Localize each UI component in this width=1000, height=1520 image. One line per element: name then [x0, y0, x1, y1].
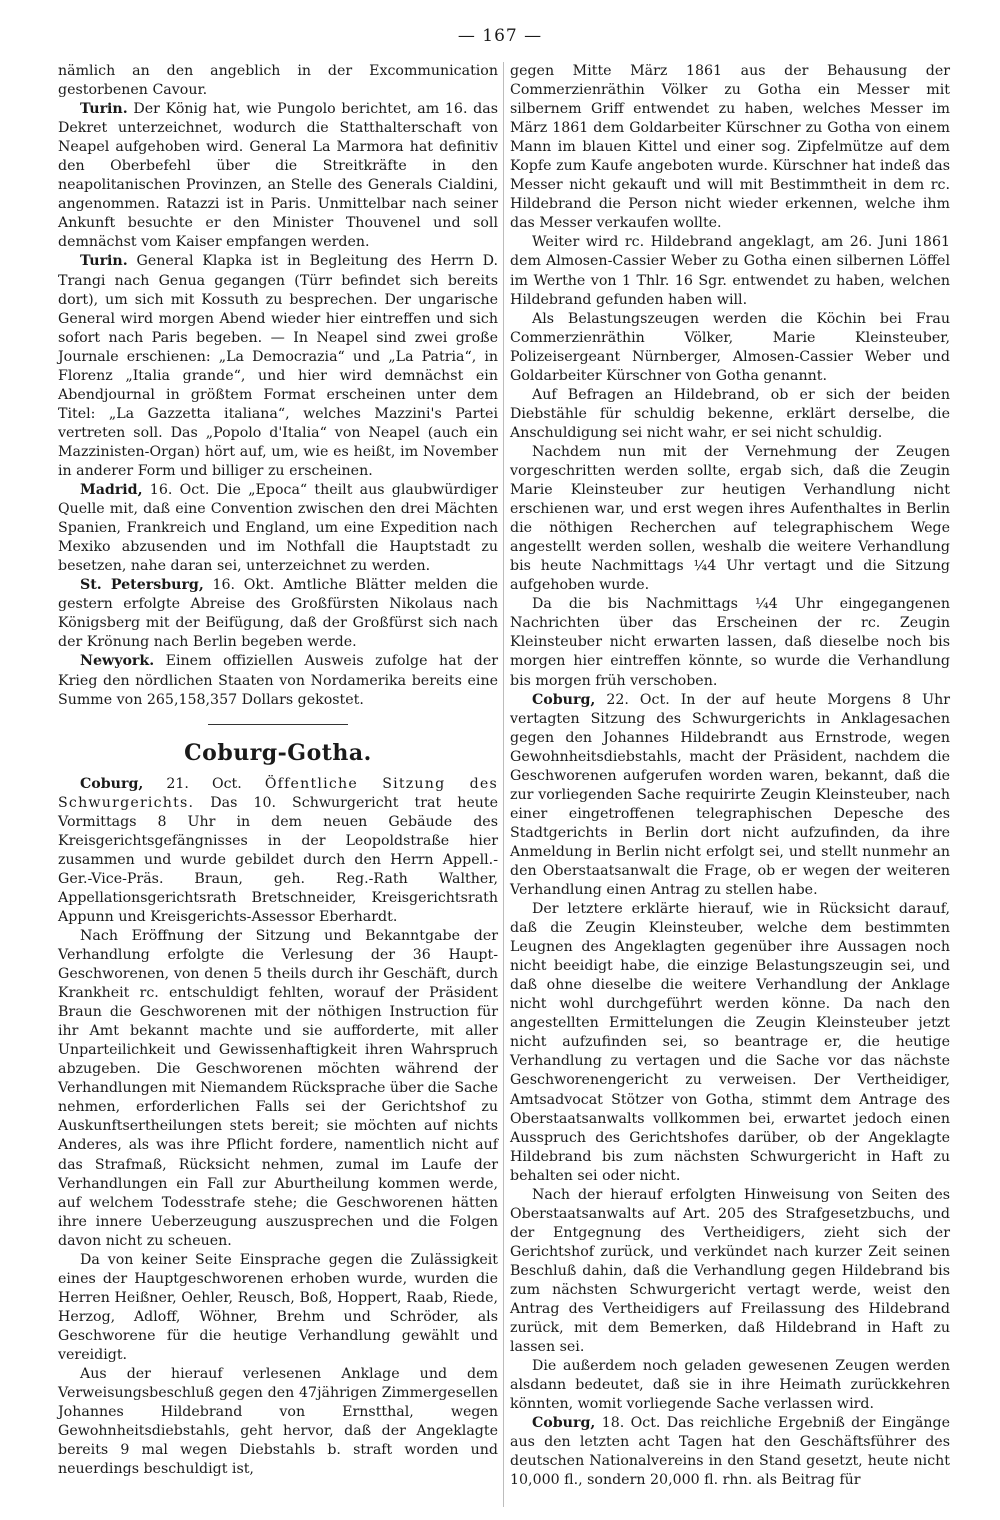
dateline: Coburg,: [532, 1415, 596, 1432]
date-text: 21. Oct.: [166, 775, 242, 792]
dateline: Coburg,: [532, 691, 596, 708]
paragraph: Die außerdem noch geladen gewesenen Zeugen werden alsdann bedeutet, daß sie in ihre Heimath zurückkehren könnten, womit vorliegende Sache verlassen wird.: [510, 1358, 950, 1413]
paragraph-text: General Klapka ist in Begleitung des Herrn D. Trangi nach Genua gegangen (Türr befindet sich bereits dort), um sich mit Kossuth zu besprechen. Der ungarische General wird morgen Abend wieder hier eintreffen und sich sofort nach Paris begeben. — In Neapel sind zwei große Journale erschienen: „La Democrazia“ und „La Patria“, in Florenz „Italia grande“, und hier wird demnächst ein Abendjournal in größtem Format erscheinen unter dem Titel: „La Gazzetta italiana“, welches Mazzini's Partei vertreten soll. Das „Popolo d'Italia“ von Neapel (auch ein Mazzinisten-Organ) hört auf, um, wie es heißt, im November in anderer Form und billiger zu erscheinen.: [58, 253, 499, 479]
paragraph: [58, 775, 498, 927]
section-divider: [208, 724, 348, 725]
paragraph: Auf Befragen an Hildebrand, ob er sich der beiden Diebstähle für schuldig bekenne, erklärt derselbe, die Anschuldigung sei nicht wahr, er sei nicht schuldig.: [510, 386, 950, 441]
left-column: [58, 62, 498, 1479]
paragraph: Der letztere erklärte hierauf, wie in Rücksicht darauf, daß die Zeugin Kleinsteuber, welche dem bestimmten Leugnen des Angeklagten gegenüber ihre Aussagen noch nicht beeidigt habe, die einzige Belastungszeugin sei, und daß ohne dieselbe die weitere Verhandlung der Anklage nicht wohl durchgeführt werden könne. Da nach den angestellten Ermittelungen die Zeugin Kleinsteuber jetzt nicht aufzufinden sei, so beantrage er, die heutige Verhandlung zu vertagen und die Sache vor das nächste Geschworenengericht zu verweisen. Der Vertheidiger, Amtsadvocat Stötzer von Gotha, stimmt dem Antrage des Oberstaatsanwalts vollkommen bei, erwartet jedoch einen Ausspruch des Gerichtshofes darüber, ob der Angeklagte Hildebrand bis zum nächsten Schwurgericht in Haft zu behalten sei oder nicht.: [510, 901, 950, 1184]
paragraph-text: 16. Oct. Die „Epoca“ theilt aus glaubwürdiger Quelle mit, daß eine Convention zwischen den drei Mächten Spanien, Frankreich und England, um eine Expedition nach Mexiko abzusenden und im Nothfall die Hauptstadt zu besetzen, nahe daran sei, unterzeichnet zu werden.: [58, 482, 498, 575]
right-column: [510, 62, 950, 1491]
spaced-heading: Öffentliche Sitzung des Schwurgerichts.: [58, 775, 498, 811]
paragraph: [58, 252, 498, 481]
paragraph: Nach der hierauf erfolgten Hinweisung von Seiten des Oberstaatsanwalts auf Art. 205 des Strafgesetzbuchs, und der Entgegnung des Vertheidigers, zieht sich der Gerichtshof zurück, und verkündet nach kurzer Zeit seinen Beschluß dahin, daß die Verhandlung gegen Hildebrand bis zum nächsten Schwurgericht vertagt werde, weist den Antrag des Vertheidigers auf Freilassung des Hildebrand zurück, mit dem Bemerken, daß Hildebrand in Haft zu lassen sei.: [510, 1186, 950, 1356]
paragraph: Weiter wird rc. Hildebrand angeklagt, am 26. Juni 1861 dem Almosen-Cassier Weber zu Gotha einen silbernen Löffel im Werthe von 1 Thlr. 16 Sgr. entwendet zu haben, welchen Hildebrand gefunden haben will.: [510, 234, 950, 308]
paragraph: Da die bis Nachmittags ¼4 Uhr eingegangenen Nachrichten über das Erscheinen der rc. Zeugin Kleinsteuber nicht erwarten lassen, daß dieselbe noch bis morgen hier eintreffen könnte, so wurde die Verhandlung bis morgen früh verschoben.: [510, 596, 950, 689]
column-divider: [503, 62, 504, 1507]
paragraph: gegen Mitte März 1861 aus der Behausung der Commerzienräthin Völker zu Gotha ein Messer mit silbernem Griff entwendet zu haben, welches Messer im März 1861 dem Goldarbeiter Kürschner zu Gotha von einem Mann im blauen Kittel und einer sog. Zipfelmütze auf dem Kopfe zum Kaufe angeboten wurde. Kürschner hat indeß das Messer nicht gekauft und will mit Bestimmtheit in dem rc. Hildebrand die Person nicht wieder erkennen, welche ihm das Messer verkaufen wollte.: [510, 63, 950, 232]
paragraph: [58, 576, 498, 652]
paragraph: [58, 481, 498, 576]
paragraph: Da von keiner Seite Einsprache gegen die Zulässigkeit eines der Hauptgeschworenen erhoben wurde, wurden die Herren Heißner, Oehler, Reusch, Boß, Hoppert, Raab, Riede, Herzog, Adloff, Wöhner, Brehm und Schröder, als Geschworene für die heutige Verhandlung gewählt und vereidigt.: [58, 1251, 498, 1363]
page-number: — 167 —: [457, 26, 543, 46]
paragraph: Nachdem nun mit der Vernehmung der Zeugen vorgeschritten werden sollte, ergab sich, daß die Zeugin Marie Kleinsteuber zur heutigen Verhandlung nicht erschienen war, und erst wegen ihres Aufenthaltes in Berlin die nöthigen Recherchen auf telegraphischem Wege angestellt werden sollen, weshalb die weitere Verhandlung bis heute Nachmittags ¼4 Uhr vertagt und die Sitzung aufgehoben wurde.: [510, 443, 950, 594]
paragraph: Als Belastungszeugen werden die Köchin bei Frau Commerzienräthin Völker, Marie Kleinsteuber, Polizeisergeant Nürnberger, Almosen-Cassier Weber und Goldarbeiter Kürschner von Gotha genannt.: [510, 310, 950, 384]
paragraph: [510, 1414, 950, 1490]
paragraph: [58, 100, 498, 252]
dateline: Turin.: [80, 101, 128, 118]
paragraph-text: 16. Okt. Amtliche Blätter melden die gestern erfolgte Abreise des Großfürsten Nikolaus nach Königsberg mit der Beifügung, daß der Großfürst sich nach der Krönung nach Berlin begeben werde.: [58, 577, 498, 651]
dateline: Turin.: [80, 253, 128, 270]
dateline: Newyork.: [80, 653, 155, 670]
dateline: Madrid,: [80, 482, 143, 499]
paragraph: Nach Eröffnung der Sitzung und Bekanntgabe der Verhandlung erfolgte die Verlesung der 36 Haupt-Geschworenen, von denen 5 theils durch ihr Geschäft, durch Krankheit rc. entschuldigt fehlten, worauf der Präsident Braun die Geschworenen mit der nöthigen Instruction für ihr Amt bekannt machte und sie aufforderte, mit aller Unparteilichkeit und Gewissenhaftigkeit ihren Wahrspruch abzugeben. Die Geschworenen möchten während der Verhandlungen mit Niemandem Rücksprache über die Sache nehmen, erforderlichen Falls sei der Gerichtshof zu Auskunftsertheilungen stets bereit; sie möchten auf nichts Anderes, als was ihre Pflicht fordere, namentlich nicht auf das Strafmaß, Rücksicht nehmen, zumal im Laufe der Verhandlungen ein Fall zur Aburtheilung kommen werde, auf welchem Todesstrafe stehe; die Geschworenen hätten ihre innere Ueberzeugung auszusprechen und die Folgen davon nicht zu scheuen.: [58, 927, 498, 1249]
paragraph-text: Der König hat, wie Pungolo berichtet, am 16. das Dekret unterzeichnet, wodurch die Statthalterschaft von Neapel aufgehoben wird. General La Marmora hat definitiv den Oberbefehl über die Streitkräfte in den neapolitanischen Provinzen, an Stelle des Generals Cialdini, angenommen. Ratazzi ist in Paris. Unmittelbar nach seiner Ankunft besuchte er den Minister Thouvenel und soll demnächst vom Kaiser empfangen werden.: [58, 101, 498, 251]
paragraph-text: Einem offiziellen Ausweis zufolge hat der Krieg den nördlichen Staaten von Nordamerika bereits eine Summe von 265,158,357 Dollars gekostet.: [58, 653, 498, 708]
section-title: Coburg-Gotha.: [184, 739, 372, 766]
paragraph-text: 22. Oct. In der auf heute Morgens 8 Uhr vertagten Sitzung des Schwurgerichts in Anklagesachen gegen den Johannes Hildebrandt aus Ernstrode, wegen Gewohnheitsdiebstahls, macht der Präsident, nachdem die Geschworenen aufgerufen worden waren, bekannt, daß die zur vorliegenden Sache requirirte Zeugin Kleinsteuber, nach einer eingetroffenen telegraphischen Depesche des Stadtgerichts in Berlin dort nicht aufzufinden, da ihre Anmeldung in Berlin nicht erfolgt sei, und stellt nunmehr an den Oberstaatsanwalt die Frage, ob er wegen der weiteren Verhandlung einen Antrag zu stellen habe.: [510, 691, 950, 899]
paragraph-text: Das 10. Schwurgericht trat heute Vormittags 8 Uhr in dem neuen Gebäude des Kreisgerichtsgefängnisses in der Leopoldstraße hier zusammen und wurde gebildet durch den Herrn Appell.-Ger.-Vice-Präs. Braun, geh. Reg.-Rath Walther, Appellationsgerichtsrath Bretschneider, Kreisgerichtsrath Appunn und Kreisgerichts-Assessor Eberhardt.: [58, 794, 498, 925]
paragraph: [510, 691, 950, 901]
dateline: St. Petersburg,: [80, 577, 204, 594]
dateline: Coburg,: [80, 775, 144, 792]
paragraph: Aus der hierauf verlesenen Anklage und dem Verweisungsbeschluß gegen den 47jährigen Zimmergesellen Johannes Hildebrand von Ernstthal, wegen Gewohnheitsdiebstahls, geht hervor, daß der Angeklagte bereits 9 mal wegen Diebstahls b. straft worden und neuerdings beschuldigt ist,: [58, 1366, 498, 1478]
paragraph: [58, 652, 498, 709]
paragraph-text: 18. Oct. Das reichliche Ergebniß der Eingänge aus den letzten acht Tagen hat den Geschäftsführer des deutschen Nationalvereins in den Stand gesetzt, heute nicht 10,000 fl., sondern 20,000 fl. rhn. als Beitrag für: [510, 1415, 950, 1489]
paragraph: nämlich an den angeblich in der Excommunication gestorbenen Cavour.: [58, 63, 498, 99]
